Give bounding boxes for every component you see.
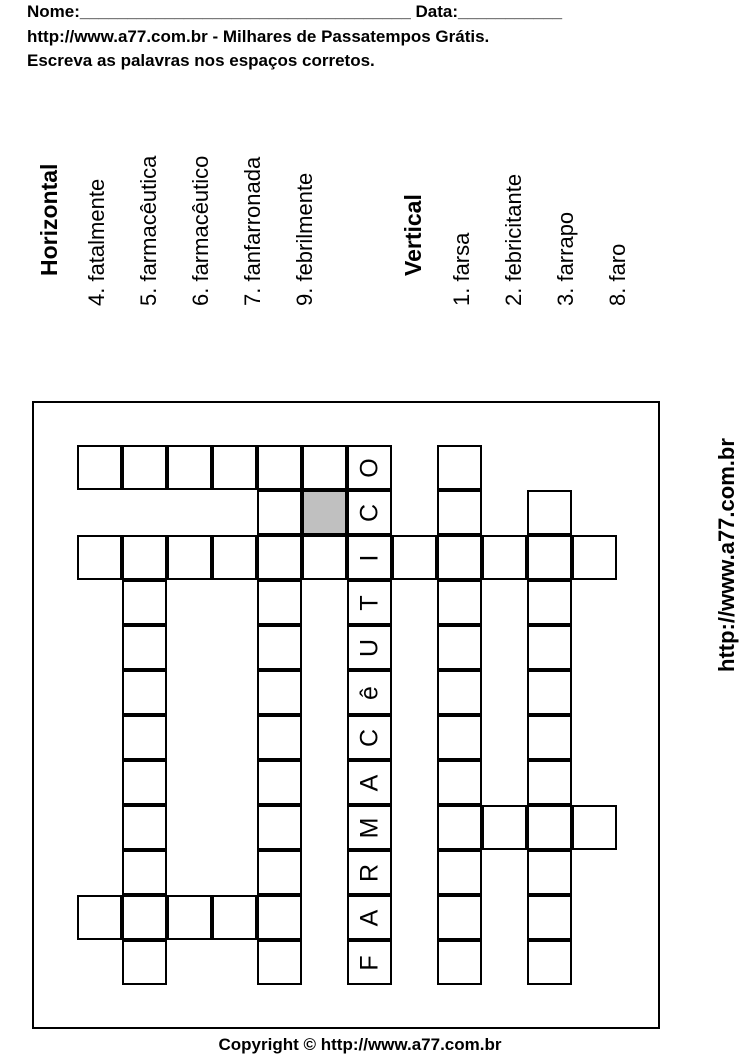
grid-cell[interactable]	[122, 535, 167, 580]
copyright: Copyright © http://www.a77.com.br	[218, 1035, 502, 1054]
grid-cell[interactable]	[437, 670, 482, 715]
grid-cell[interactable]	[122, 760, 167, 805]
clue-vertical-3: 3. farrapo	[553, 211, 578, 306]
grid-cell[interactable]	[572, 805, 617, 850]
grid-cell[interactable]	[347, 445, 392, 490]
clue-horizontal-5: 5. farmacêutica	[136, 155, 161, 306]
cell-letter: A	[355, 909, 383, 926]
cell-letter: M	[355, 817, 383, 838]
grid-cell[interactable]	[437, 535, 482, 580]
grid-cell[interactable]	[257, 940, 302, 985]
grid-cell[interactable]	[437, 850, 482, 895]
horizontal-heading: Horizontal	[36, 163, 62, 276]
grid-cell[interactable]	[347, 895, 392, 940]
grid-cell[interactable]	[257, 625, 302, 670]
vertical-heading: Vertical	[400, 194, 426, 276]
grid-cell[interactable]	[347, 850, 392, 895]
clue-vertical-8: 8. faro	[605, 243, 630, 306]
grid-cell[interactable]	[257, 445, 302, 490]
grid-cell[interactable]	[257, 850, 302, 895]
grid-cell[interactable]	[527, 535, 572, 580]
grid-cell[interactable]	[212, 895, 257, 940]
grid-cell[interactable]	[347, 625, 392, 670]
cell-letter: I	[355, 554, 383, 561]
grid-cell[interactable]	[437, 895, 482, 940]
grid-cell[interactable]	[572, 535, 617, 580]
grid-cell[interactable]	[527, 940, 572, 985]
clue-horizontal-4: 4. fatalmente	[84, 178, 109, 306]
cell-letter: U	[355, 638, 383, 657]
grid-cell[interactable]	[302, 445, 347, 490]
grid-cell[interactable]	[437, 490, 482, 535]
grid-cell[interactable]	[527, 895, 572, 940]
grid-cell[interactable]	[77, 535, 122, 580]
grid-cell[interactable]	[122, 445, 167, 490]
clue-vertical-2: 2. febricitante	[501, 173, 526, 306]
grid-cell[interactable]	[347, 580, 392, 625]
grid-cell[interactable]	[212, 445, 257, 490]
cell-letter: C	[355, 728, 383, 747]
grid-cell[interactable]	[347, 535, 392, 580]
grid-cell[interactable]	[527, 715, 572, 760]
grid-cell[interactable]	[527, 805, 572, 850]
grid-cell[interactable]	[482, 805, 527, 850]
grid-cell[interactable]	[257, 715, 302, 760]
grid-cell[interactable]	[122, 715, 167, 760]
grid-cell[interactable]	[257, 580, 302, 625]
grid-cell[interactable]	[167, 895, 212, 940]
instruction-line: Escreva as palavras nos espaços corretos.	[27, 51, 375, 70]
grid-cell[interactable]	[167, 445, 212, 490]
grid-cell[interactable]	[437, 805, 482, 850]
grid-cell[interactable]	[122, 625, 167, 670]
cell-letter: C	[355, 503, 383, 522]
side-url: http://www.a77.com.br	[714, 438, 739, 672]
grid-cell[interactable]	[527, 670, 572, 715]
grid-cell[interactable]	[167, 535, 212, 580]
grid-cell[interactable]	[437, 760, 482, 805]
grid-cell[interactable]	[437, 715, 482, 760]
grid-cell[interactable]	[122, 670, 167, 715]
cell-letter: R	[355, 863, 383, 882]
cell-letter: T	[355, 594, 383, 611]
grid-cell[interactable]	[527, 625, 572, 670]
grid-cell[interactable]	[257, 490, 302, 535]
grid-cell[interactable]	[437, 445, 482, 490]
shaded-cell[interactable]	[302, 490, 347, 535]
grid-cell[interactable]	[122, 580, 167, 625]
grid-cell[interactable]	[527, 850, 572, 895]
cell-letter: ê	[355, 685, 383, 700]
grid-cell[interactable]	[122, 895, 167, 940]
grid-cell[interactable]	[257, 805, 302, 850]
cell-letter: O	[355, 457, 383, 478]
grid-cell[interactable]	[437, 580, 482, 625]
site-line: http://www.a77.com.br - Milhares de Passatempos Grátis.	[27, 27, 490, 46]
grid-cell[interactable]	[347, 940, 392, 985]
grid-cell[interactable]	[122, 850, 167, 895]
grid-cell[interactable]	[437, 940, 482, 985]
cell-letter: A	[355, 774, 383, 791]
grid-cell[interactable]	[212, 535, 257, 580]
grid-cell[interactable]	[347, 490, 392, 535]
grid-cell[interactable]	[347, 670, 392, 715]
grid-cell[interactable]	[77, 895, 122, 940]
grid-cell[interactable]	[527, 760, 572, 805]
clue-horizontal-9: 9. febrilmente	[292, 172, 317, 306]
grid-cell[interactable]	[347, 760, 392, 805]
cell-letter: F	[355, 954, 383, 971]
grid-cell[interactable]	[257, 760, 302, 805]
name-date-line: Nome:___________________________________ Data:___________	[27, 2, 563, 21]
clue-horizontal-7: 7. fanfarronada	[240, 156, 265, 306]
grid-cell[interactable]	[527, 490, 572, 535]
clue-vertical-1: 1. farsa	[449, 232, 474, 306]
grid-cell[interactable]	[77, 445, 122, 490]
grid-cell[interactable]	[437, 625, 482, 670]
clue-horizontal-6: 6. farmacêutico	[188, 155, 213, 306]
grid-cell[interactable]	[257, 670, 302, 715]
grid-cell[interactable]	[347, 715, 392, 760]
grid-cell[interactable]	[347, 805, 392, 850]
grid-cell[interactable]	[122, 805, 167, 850]
grid-cell[interactable]	[482, 535, 527, 580]
grid-cell[interactable]	[302, 535, 347, 580]
grid-cell[interactable]	[122, 940, 167, 985]
grid-cell[interactable]	[392, 535, 437, 580]
grid-cell[interactable]	[527, 580, 572, 625]
grid-cell[interactable]	[257, 535, 302, 580]
grid-cell[interactable]	[257, 895, 302, 940]
